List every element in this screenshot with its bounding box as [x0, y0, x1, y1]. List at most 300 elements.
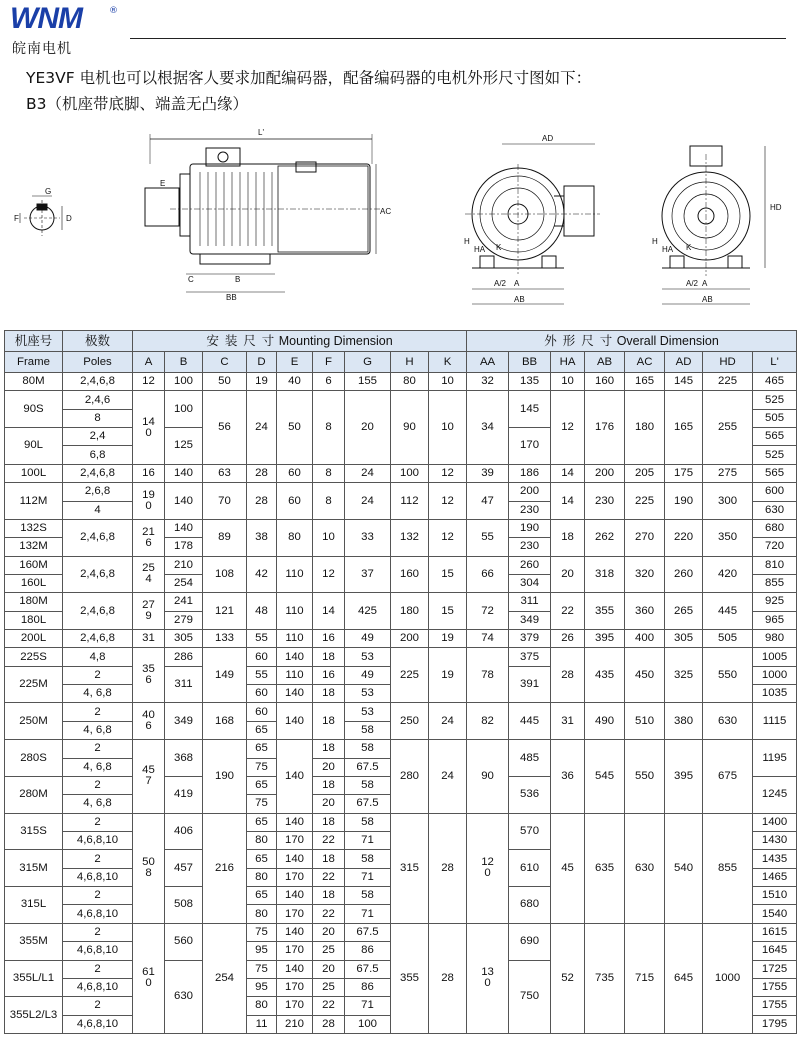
table-cell: 560 — [165, 923, 203, 960]
table-cell: 133 — [203, 630, 247, 648]
table-cell: 457 — [165, 850, 203, 887]
dimension-table — [4, 330, 797, 1034]
dim-label: K — [496, 243, 502, 252]
column-header: L' — [753, 352, 797, 373]
table-cell: 565 — [753, 428, 797, 446]
table-cell: 24 — [429, 703, 467, 740]
table-cell: 55 — [467, 519, 509, 556]
table-cell: 28 — [247, 464, 277, 482]
table-cell: 22 — [313, 831, 345, 849]
table-cell: 325 — [665, 648, 703, 703]
table-cell: 16 — [133, 464, 165, 482]
table-cell: 145 — [665, 373, 703, 391]
table-cell: 525 — [753, 446, 797, 464]
header-mounting-dimension — [133, 331, 467, 352]
table-row — [5, 740, 797, 758]
table-cell: 510 — [625, 703, 665, 740]
table-row — [5, 519, 797, 537]
dim-label: AD — [542, 134, 554, 143]
table-cell: 18 — [313, 685, 345, 703]
table-cell: 445 — [509, 703, 551, 740]
table-cell: 2,4,6,8 — [63, 519, 133, 556]
table-cell: 250 — [391, 703, 429, 740]
header-poles-cn: 极数 — [63, 331, 133, 352]
table-cell: 31 — [133, 630, 165, 648]
table-cell: 132M — [5, 538, 63, 556]
table-cell: 178 — [165, 538, 203, 556]
table-cell: 1000 — [703, 923, 753, 1033]
table-cell: 435 — [585, 648, 625, 703]
table-cell: 12 — [429, 483, 467, 520]
table-cell: 14 — [551, 483, 585, 520]
table-cell: 140 — [277, 813, 313, 831]
table-cell: 80 — [391, 373, 429, 391]
table-cell: 315L — [5, 887, 63, 924]
table-cell: 22 — [313, 868, 345, 886]
table-cell: 20 — [313, 795, 345, 813]
table-cell: 140 — [277, 740, 313, 813]
table-cell: 750 — [509, 960, 551, 1033]
column-header: E — [277, 352, 313, 373]
table-cell: 49 — [345, 630, 391, 648]
table-cell: 280S — [5, 740, 63, 777]
column-header: HA — [551, 352, 585, 373]
table-cell: 380 — [665, 703, 703, 740]
logo-wordmark: WNM — [10, 2, 82, 35]
table-cell: 19 0 — [133, 483, 165, 520]
table-cell: 1645 — [753, 942, 797, 960]
table-cell: 200L — [5, 630, 63, 648]
table-cell: 12 — [429, 464, 467, 482]
table-cell: 10 — [429, 373, 467, 391]
table-cell: 65 — [247, 776, 277, 794]
table-cell: 53 — [345, 703, 391, 721]
table-cell: 25 4 — [133, 556, 165, 593]
table-cell: 2 — [63, 740, 133, 758]
table-cell: 160M — [5, 556, 63, 574]
table-cell: 90L — [5, 428, 63, 465]
table-cell: 100L — [5, 464, 63, 482]
table-cell: 241 — [165, 593, 203, 611]
table-cell: 190 — [203, 740, 247, 813]
table-cell: 318 — [585, 556, 625, 593]
table-cell: 2 — [63, 997, 133, 1015]
table-cell: 67.5 — [345, 795, 391, 813]
table-cell: 262 — [585, 519, 625, 556]
table-cell: 635 — [585, 813, 625, 923]
table-cell: 810 — [753, 556, 797, 574]
table-cell: 61 0 — [133, 923, 165, 1033]
table-cell: 140 — [277, 923, 313, 941]
table-cell: 135 — [509, 373, 551, 391]
dim-label: F — [14, 214, 19, 223]
table-row — [5, 813, 797, 831]
table-cell: 225 — [625, 483, 665, 520]
table-cell: 15 — [429, 556, 467, 593]
table-cell: 205 — [625, 464, 665, 482]
table-cell: 420 — [703, 556, 753, 593]
table-cell: 16 — [313, 630, 345, 648]
table-cell: 55 — [247, 666, 277, 684]
table-cell: 60 — [247, 685, 277, 703]
table-cell: 18 — [313, 887, 345, 905]
table-cell: 175 — [665, 464, 703, 482]
table-cell: 1115 — [753, 703, 797, 740]
table-cell: 4, 6,8 — [63, 721, 133, 739]
table-cell: 311 — [165, 666, 203, 703]
table-cell: 14 0 — [133, 391, 165, 464]
table-cell: 140 — [277, 648, 313, 666]
table-cell: 18 — [551, 519, 585, 556]
table-cell: 18 — [313, 776, 345, 794]
table-cell: 42 — [247, 556, 277, 593]
table-cell: 570 — [509, 813, 551, 850]
table-cell: 170 — [277, 831, 313, 849]
table-cell: 395 — [585, 630, 625, 648]
table-cell: 2,4,6,8 — [63, 556, 133, 593]
table-cell: 1795 — [753, 1015, 797, 1033]
table-cell: 225 — [703, 373, 753, 391]
table-cell: 445 — [703, 593, 753, 630]
table-cell: 368 — [165, 740, 203, 777]
table-cell: 2,6,8 — [63, 483, 133, 501]
table-cell: 190 — [665, 483, 703, 520]
table-cell: 1430 — [753, 831, 797, 849]
table-cell: 200 — [585, 464, 625, 482]
table-cell: 715 — [625, 923, 665, 1033]
table-cell: 65 — [247, 850, 277, 868]
table-cell: 80 — [247, 905, 277, 923]
table-cell: 12 — [429, 519, 467, 556]
table-cell: 140 — [277, 685, 313, 703]
table-cell: 100 — [165, 391, 203, 428]
table-cell: 2,4,6,8 — [63, 593, 133, 630]
table-cell: 230 — [509, 538, 551, 556]
table-cell: 1035 — [753, 685, 797, 703]
table-cell: 21 6 — [133, 519, 165, 556]
table-cell: 90S — [5, 391, 63, 428]
table-cell: 86 — [345, 942, 391, 960]
table-cell: 45 7 — [133, 740, 165, 813]
table-cell: 22 — [313, 905, 345, 923]
table-cell: 20 — [313, 923, 345, 941]
table-row — [5, 630, 797, 648]
table-cell: 110 — [277, 666, 313, 684]
table-cell: 355 — [585, 593, 625, 630]
table-cell: 2 — [63, 776, 133, 794]
table-cell: 22 — [313, 997, 345, 1015]
table-cell: 58 — [345, 740, 391, 758]
table-cell: 14 — [313, 593, 345, 630]
table-cell: 315S — [5, 813, 63, 850]
table-cell: 50 — [203, 373, 247, 391]
table-cell: 1005 — [753, 648, 797, 666]
table-cell: 24 — [429, 740, 467, 813]
table-cell: 112 — [391, 483, 429, 520]
table-cell: 925 — [753, 593, 797, 611]
table-cell: 80 — [277, 519, 313, 556]
intro-text: YE3VF 电机也可以根据客人要求加配编码器，配备编码器的电机外形尺寸图如下： — [26, 69, 592, 87]
table-cell: 65 — [247, 740, 277, 758]
table-cell: 275 — [703, 464, 753, 482]
table-cell: 379 — [509, 630, 551, 648]
table-cell: 311 — [509, 593, 551, 611]
table-row — [5, 391, 797, 409]
brand-logo — [10, 4, 120, 56]
table-cell: 180M — [5, 593, 63, 611]
table-cell: 720 — [753, 538, 797, 556]
table-cell: 265 — [665, 593, 703, 630]
registered-mark: ® — [109, 6, 118, 16]
table-cell: 20 — [551, 556, 585, 593]
table-cell: 108 — [203, 556, 247, 593]
table-cell: 58 — [345, 850, 391, 868]
table-cell: 160 — [391, 556, 429, 593]
column-header: A — [133, 352, 165, 373]
table-cell: 60 — [277, 464, 313, 482]
table-cell: 140 — [165, 483, 203, 520]
dim-label: AB — [702, 295, 713, 304]
table-cell: 75 — [247, 795, 277, 813]
table-cell: 90 — [467, 740, 509, 813]
table-cell: 36 — [551, 740, 585, 813]
table-cell: 355L/L1 — [5, 960, 63, 997]
table-cell: 630 — [165, 960, 203, 1033]
table-cell: 132 — [391, 519, 429, 556]
table-cell: 47 — [467, 483, 509, 520]
table-cell: 110 — [277, 556, 313, 593]
table-cell: 66 — [467, 556, 509, 593]
header-rule — [130, 38, 786, 39]
table-cell: 18 — [313, 648, 345, 666]
table-cell: 75 — [247, 923, 277, 941]
table-cell: 1725 — [753, 960, 797, 978]
table-cell: 254 — [165, 574, 203, 592]
column-header: C — [203, 352, 247, 373]
table-cell: 10 — [551, 373, 585, 391]
table-cell: 4, 6,8 — [63, 795, 133, 813]
table-cell: 40 6 — [133, 703, 165, 740]
table-cell: 395 — [665, 740, 703, 813]
table-cell: 53 — [345, 648, 391, 666]
table-cell: 71 — [345, 868, 391, 886]
table-cell: 95 — [247, 942, 277, 960]
column-header: H — [391, 352, 429, 373]
dim-label: H — [464, 237, 470, 246]
table-cell: 19 — [429, 648, 467, 703]
table-cell: 2,4,6,8 — [63, 464, 133, 482]
table-cell: 315M — [5, 850, 63, 887]
table-cell: 12 — [551, 391, 585, 464]
table-cell: 8 — [313, 483, 345, 520]
header-frame-en: Frame — [5, 352, 63, 373]
table-cell: 12 — [313, 556, 345, 593]
column-header: AA — [467, 352, 509, 373]
table-cell: 485 — [509, 740, 551, 777]
table-cell: 40 — [277, 373, 313, 391]
table-cell: 28 — [247, 483, 277, 520]
table-cell: 1000 — [753, 666, 797, 684]
table-cell: 6,8 — [63, 446, 133, 464]
table-cell: 48 — [247, 593, 277, 630]
table-cell: 406 — [165, 813, 203, 850]
table-cell: 86 — [345, 978, 391, 996]
table-cell: 320 — [625, 556, 665, 593]
table-cell: 155 — [345, 373, 391, 391]
table-cell: 230 — [509, 501, 551, 519]
table-cell: 149 — [203, 648, 247, 703]
table-cell: 53 — [345, 685, 391, 703]
table-cell: 400 — [625, 630, 665, 648]
table-cell: 170 — [277, 868, 313, 886]
table-cell: 505 — [753, 409, 797, 427]
table-cell: 71 — [345, 905, 391, 923]
table-cell: 508 — [165, 887, 203, 924]
table-cell: 100 — [345, 1015, 391, 1033]
table-cell: 8 — [313, 464, 345, 482]
table-cell: 70 — [203, 483, 247, 520]
table-row — [5, 373, 797, 391]
table-cell: 75 — [247, 758, 277, 776]
column-header: K — [429, 352, 467, 373]
table-cell: 250M — [5, 703, 63, 740]
table-cell: 225 — [391, 648, 429, 703]
table-cell: 13 0 — [467, 923, 509, 1033]
table-row — [5, 556, 797, 574]
table-cell: 78 — [467, 648, 509, 703]
table-cell: 645 — [665, 923, 703, 1033]
table-cell: 58 — [345, 721, 391, 739]
side-view-drawing — [145, 134, 380, 292]
shaft-section-drawing — [20, 196, 62, 236]
table-cell: 2 — [63, 960, 133, 978]
table-cell: 1195 — [753, 740, 797, 777]
table-cell: 550 — [703, 648, 753, 703]
table-cell: 855 — [703, 813, 753, 923]
table-cell: 4,8 — [63, 648, 133, 666]
table-cell: 690 — [509, 923, 551, 960]
table-cell: 200 — [391, 630, 429, 648]
table-cell: 1510 — [753, 887, 797, 905]
table-cell: 300 — [703, 483, 753, 520]
table-cell: 12 — [133, 373, 165, 391]
table-cell: 49 — [345, 666, 391, 684]
table-cell: 1245 — [753, 776, 797, 813]
table-cell: 680 — [509, 887, 551, 924]
table-cell: 18 — [313, 703, 345, 740]
table-cell: 225M — [5, 666, 63, 703]
table-row — [5, 923, 797, 941]
table-cell: 315 — [391, 813, 429, 923]
table-cell: 18 — [313, 813, 345, 831]
table-cell: 165 — [625, 373, 665, 391]
table-cell: 355M — [5, 923, 63, 960]
mounting-en-label: Mounting Dimension — [278, 334, 393, 348]
table-cell: 58 — [345, 776, 391, 794]
table-cell: 190 — [509, 519, 551, 537]
table-cell: 100 — [391, 464, 429, 482]
table-cell: 1435 — [753, 850, 797, 868]
table-cell: 14 — [551, 464, 585, 482]
table-cell: 260 — [509, 556, 551, 574]
table-cell: 67.5 — [345, 923, 391, 941]
table-cell: 536 — [509, 776, 551, 813]
dim-label: G — [45, 187, 52, 196]
table-cell: 230 — [585, 483, 625, 520]
dim-label: AC — [380, 207, 392, 216]
company-name: 皖南电机 — [12, 41, 72, 57]
table-cell: 200 — [509, 483, 551, 501]
table-row — [5, 703, 797, 721]
table-cell: 28 — [313, 1015, 345, 1033]
table-cell: 1465 — [753, 868, 797, 886]
table-cell: 170 — [277, 905, 313, 923]
table-cell: 50 — [277, 391, 313, 464]
table-cell: 180 — [391, 593, 429, 630]
table-cell: 186 — [509, 464, 551, 482]
table-cell: 10 — [313, 519, 345, 556]
table-cell: 52 — [551, 923, 585, 1033]
table-cell: 280M — [5, 776, 63, 813]
table-cell: 2,4,6,8 — [63, 630, 133, 648]
mounting-cn-label: 安 装 尺 寸 — [206, 333, 276, 348]
table-row — [5, 648, 797, 666]
table-cell: 255 — [703, 391, 753, 464]
table-cell: 45 — [551, 813, 585, 923]
table-cell: 450 — [625, 648, 665, 703]
table-cell: 176 — [585, 391, 625, 464]
table-cell: 465 — [753, 373, 797, 391]
table-cell: 24 — [345, 464, 391, 482]
table-cell: 965 — [753, 611, 797, 629]
table-cell: 140 — [277, 960, 313, 978]
column-header: HD — [703, 352, 753, 373]
table-cell: 980 — [753, 630, 797, 648]
table-cell: 18 — [313, 850, 345, 868]
table-cell: 67.5 — [345, 960, 391, 978]
table-cell: 19 — [429, 630, 467, 648]
dim-label: HD — [770, 203, 782, 212]
table-cell: 305 — [665, 630, 703, 648]
table-cell: 72 — [467, 593, 509, 630]
table-row — [5, 483, 797, 501]
mount-type-title: B3（机座带底脚、端盖无凸缘） — [26, 95, 248, 113]
table-cell: 110 — [277, 593, 313, 630]
table-cell: 1400 — [753, 813, 797, 831]
table-cell: 360 — [625, 593, 665, 630]
table-cell: 110 — [277, 630, 313, 648]
table-cell: 10 — [429, 391, 467, 464]
column-header: G — [345, 352, 391, 373]
table-cell: 225S — [5, 648, 63, 666]
table-cell: 37 — [345, 556, 391, 593]
table-cell: 90 — [391, 391, 429, 464]
table-cell: 82 — [467, 703, 509, 740]
table-cell: 2 — [63, 813, 133, 831]
table-cell: 95 — [247, 978, 277, 996]
table-cell: 4,6,8,10 — [63, 1015, 133, 1033]
table-cell: 180L — [5, 611, 63, 629]
table-cell: 56 — [203, 391, 247, 464]
table-cell: 170 — [509, 428, 551, 465]
table-cell: 419 — [165, 776, 203, 813]
table-cell: 58 — [345, 887, 391, 905]
dim-label: A — [702, 279, 708, 288]
overall-en-label: Overall Dimension — [616, 334, 719, 348]
table-cell: 11 — [247, 1015, 277, 1033]
table-cell: 375 — [509, 648, 551, 666]
dim-label: AB — [514, 295, 525, 304]
